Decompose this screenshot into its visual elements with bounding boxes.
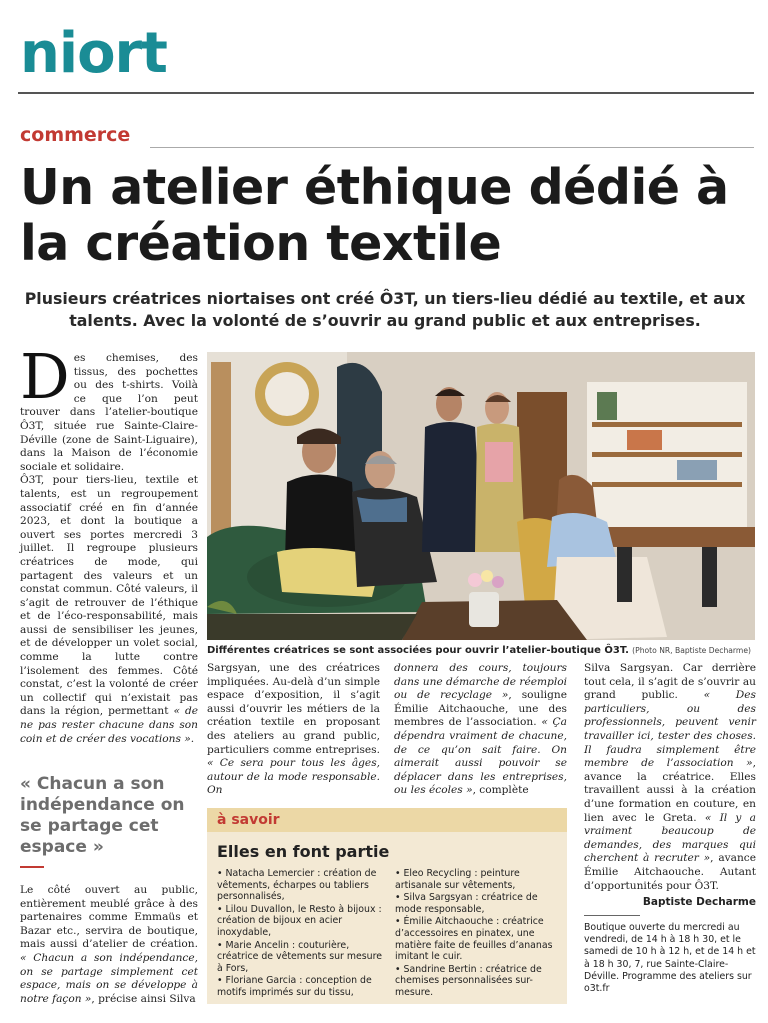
list-item: • Natacha Lemercier : création de vêtements, écharpes ou tabliers personnalisés, (217, 868, 377, 903)
article-column-3 (394, 662, 567, 798)
signature-divider (584, 915, 640, 916)
members-list-right (395, 868, 563, 1000)
list-item: • Silva Sargsyan : créatrice de mode responsable, (395, 892, 538, 915)
body-paragraph (20, 474, 198, 746)
body-text: , précise ainsi Silva (91, 992, 196, 1005)
practical-info: Boutique ouverte du mercredi au vendredi, de 14 h à 18 h 30, et le samedi de 10 h à 12 h, et de 14 h et à 18 h 30, 7, rue Sainte-Claire-Déville. Programme des ateliers sur o3t.fr (584, 922, 756, 995)
masthead-divider (18, 92, 754, 94)
quote-text: « Il y a vraiment beaucoup de demandes, des marques qui cherchent à recruter » (584, 811, 756, 865)
intro-paragraph (20, 340, 198, 474)
article-standfirst: Plusieurs créatrices niortaises ont créé Ô3T, un tiers-lieu dédié au textile, et aux talents. Avec la volonté de s’ouvrir au grand public et aux entreprises. (24, 289, 746, 330)
author-signature: Baptiste Decharme (642, 896, 756, 908)
quote-text: « Des particuliers, ou des professionnels, peuvent venir travailler ici, tester des choses. Il faudra simplement être membre de l’association » (584, 689, 756, 770)
intro-text: es chemises, des tissus, des pochettes ou des t-shirts. Voilà ce que l’on peut trouver dans l’atelier-boutique Ô3T, située rue Sainte-Claire-Déville (zone de Saint-Liguaire), dans la Maison de l’économie sociale et solidaire. (20, 352, 198, 473)
list-item: • Floriane Garcia : conception de motifs imprimés sur du tissu, (217, 975, 372, 998)
caption-text: Différentes créatrices se sont associées pour ouvrir l’atelier-boutique Ô3T. (207, 645, 629, 656)
body-paragraph (584, 662, 756, 893)
pull-quote-rule (20, 866, 44, 868)
masthead-title: niort (20, 21, 167, 86)
pull-quote: « Chacun a son indépendance on se partage cet espace » (20, 774, 185, 857)
body-text: Silva Sargsyan. Car derrière tout cela, il s’agit de s’ouvrir au grand public. (584, 662, 756, 702)
body-text: , avance la créatrice. Elles travaillent aussi à la création d’une formation en couture, en lien avec le Greta. (584, 757, 756, 824)
section-rubric: commerce (20, 124, 131, 146)
body-text: Sargsyan, une des créatrices impliquées. Au-delà d’un simple espace d’exposition, il s’agit aussi d’ouvrir les métiers de la création textile en proposant des ateliers au grand public, particuliers comme entreprises. (207, 662, 380, 756)
photo-caption (207, 645, 757, 657)
info-box-a-savoir (207, 808, 567, 1004)
article-column-4 (584, 662, 756, 893)
quote-text: « de ne pas rester chacune dans son coin et de créer des vocations ». (20, 705, 198, 745)
body-text: , complète (472, 784, 529, 797)
info-box-title: Elles en font partie (217, 842, 390, 861)
quote-text: « Ce sera pour tous les âges, autour de la mode responsable. On (207, 757, 380, 797)
body-paragraph (394, 662, 567, 798)
article-column-1 (20, 340, 198, 746)
list-item: • Marie Ancelin : couturière, créatrice de vêtements sur mesure à Fors, (217, 939, 382, 974)
quote-text: donnera des cours, toujours dans une démarche de réemploi ou de recyclage » (394, 662, 567, 702)
article-headline: Un atelier éthique dédié à la création textile (20, 159, 729, 272)
drop-cap: D (20, 340, 70, 413)
body-text: , souligne Émilie Aitchaouche, une des membres de l’association. (394, 689, 567, 729)
article-column-2 (207, 662, 380, 798)
quote-text: « Chacun a son indépendance, on se partage simplement cet espace, mais on se développe à notre façon » (20, 951, 198, 1005)
rubric-divider (150, 147, 754, 148)
article-photo (207, 352, 755, 640)
list-item: • Eleo Recycling : peinture artisanale sur vêtements, (395, 868, 520, 891)
list-item: • Sandrine Bertin : créatrice de chemises personnalisées sur-mesure. (395, 963, 542, 998)
body-text: Ô3T, pour tiers-lieu, textile et talents, est un regroupement associatif créé en fin d’année 2023, et dont la boutique a ouvert ses portes mercredi 3 juillet. Il regroupe plusieurs créatrices de mode, qui partagent des valeurs et un constat commun. Côté valeurs, il s’agit de retrouver de l’éthique et de l’éco-responsabilité, mais aussi de sensibiliser les jeunes, et de développer un volet social, comme la lutte contre l’isolement des femmes. Côté constat, c’est la volonté de créer un collectif qui n’existait pas dans la région, permettant (20, 474, 198, 718)
body-text: , avance Émilie Aitchaouche. Autant d’opportunités pour Ô3T. (584, 852, 756, 892)
members-list-left (217, 868, 385, 1000)
body-text: Le côté ouvert au public, entièrement meublé grâce à des partenaires comme Emmaüs et Bazar etc., servira de boutique, mais aussi d’atelier de création. (20, 884, 198, 951)
list-item: • Lilou Duvallon, le Resto à bijoux : création de bijoux en acier inoxydable, (217, 903, 382, 938)
photo-illustration (207, 352, 755, 640)
article-column-1-continued (20, 884, 198, 1006)
body-paragraph (207, 662, 380, 798)
photo-credit: (Photo NR, Baptiste Decharme) (632, 646, 751, 655)
list-item: • Émilie Aitchaouche : créatrice d’accessoires en pinatex, une matière faite de feuilles d’ananas imitant le cuir. (395, 916, 553, 963)
body-paragraph (20, 884, 198, 1006)
info-box-header: à savoir (207, 808, 567, 832)
quote-text: « Ça dépendra vraiment de chacune, de ce qu’on sait faire. On aimerait aussi pouvoir se déplacer dans les entreprises, ou les écoles » (394, 716, 567, 797)
